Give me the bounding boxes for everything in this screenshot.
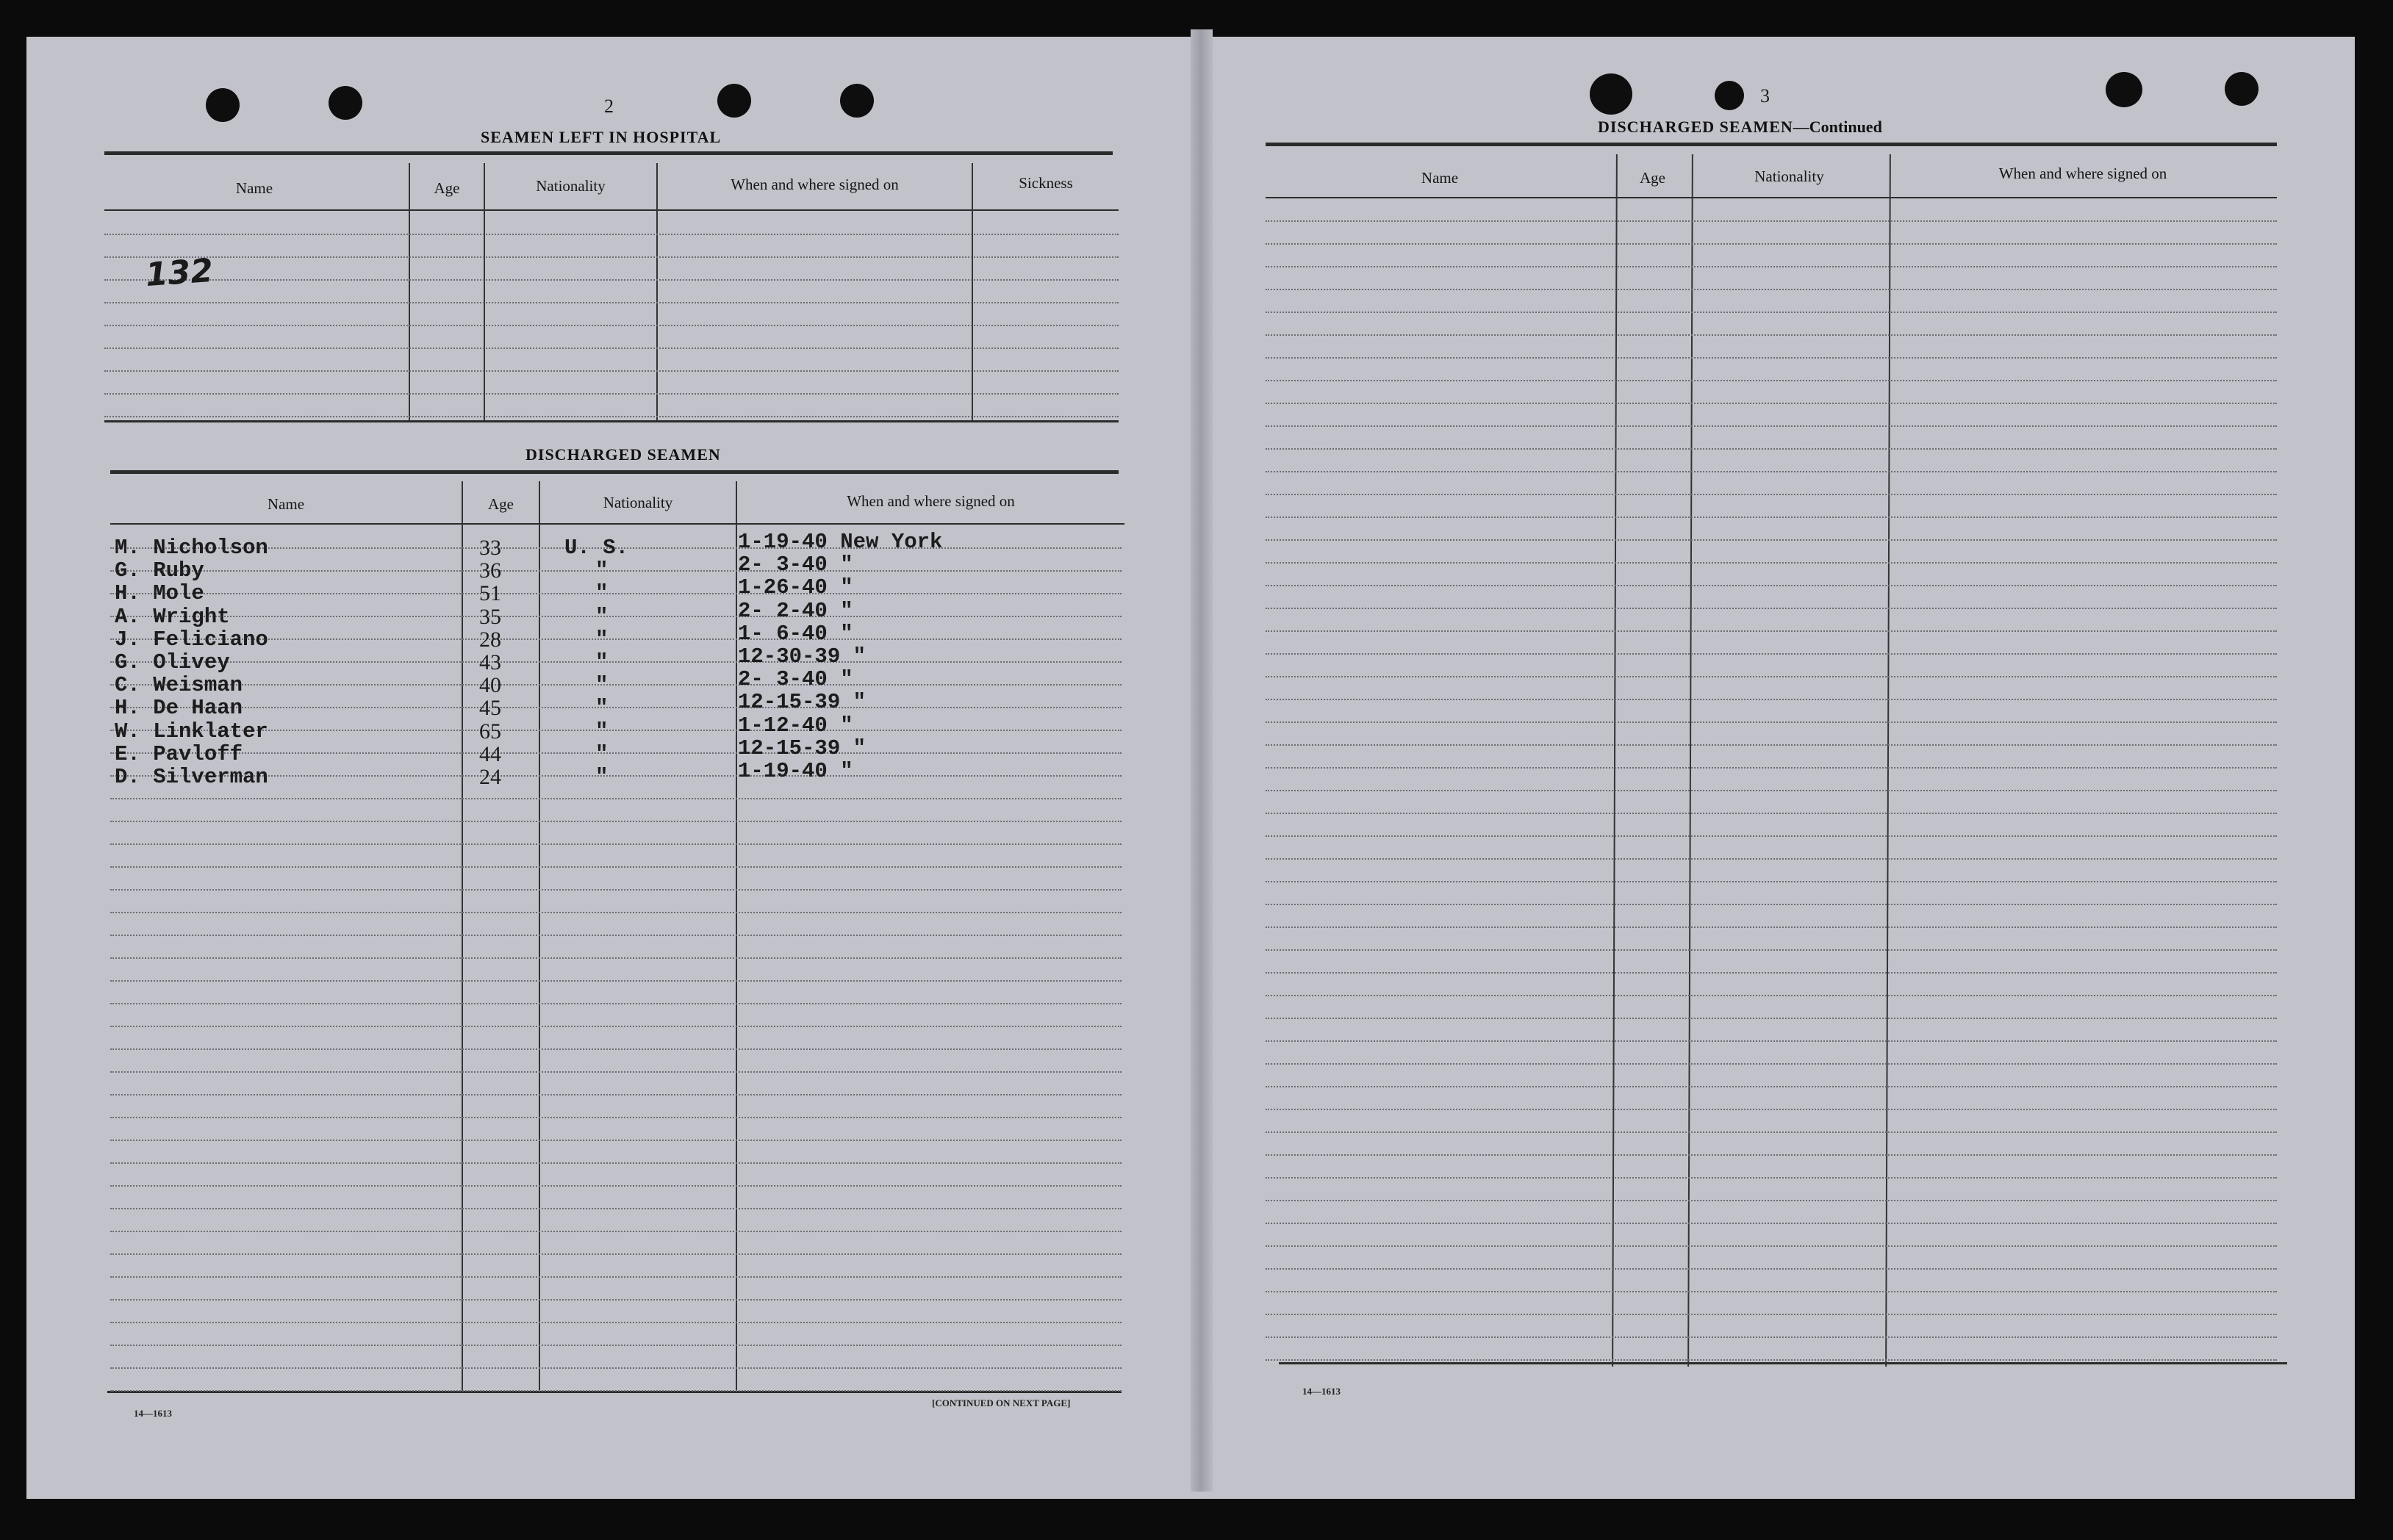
cell-nationality: " — [595, 742, 609, 766]
column-header-signed-on: When and where signed on — [731, 176, 899, 193]
column-header-age: Age — [434, 179, 460, 197]
ruled-line — [110, 1276, 1122, 1278]
ruled-line — [1266, 517, 2277, 518]
cell-signed-on: 1- 6-40 " — [738, 622, 853, 646]
ruled-line — [1266, 1063, 2277, 1065]
ruled-line — [1266, 1245, 2277, 1247]
cell-age: 24 — [479, 765, 501, 789]
ruled-line — [110, 661, 1122, 663]
ruled-line — [1266, 1131, 2277, 1133]
ruled-line — [1266, 357, 2277, 359]
cell-name: M. Nicholson — [115, 536, 268, 560]
ruled-line — [110, 1048, 1122, 1050]
cell-nationality: " — [595, 696, 609, 720]
column-header-signed-on: When and where signed on — [1998, 165, 2167, 182]
ruled-line — [110, 1208, 1122, 1209]
cell-age: 33 — [479, 536, 501, 560]
ruled-line — [1266, 1177, 2277, 1179]
cell-signed-on: 2- 2-40 " — [738, 599, 853, 623]
cell-age: 44 — [479, 742, 501, 766]
ruled-line — [1266, 243, 2277, 245]
continued-note: [CONTINUED ON NEXT PAGE] — [932, 1397, 1071, 1408]
ruled-line — [110, 1140, 1122, 1141]
cell-signed-on: 1-19-40 " — [738, 759, 853, 783]
ruled-line — [1266, 722, 2277, 723]
ruled-line — [1266, 835, 2277, 837]
cell-nationality: " — [595, 650, 609, 674]
ruled-line — [104, 256, 1119, 258]
punch-hole — [206, 88, 240, 122]
column-header-name: Name — [235, 179, 273, 197]
page-fold — [1191, 29, 1213, 1492]
ruled-line — [110, 684, 1122, 686]
cell-signed-on: 2- 3-40 " — [738, 667, 853, 691]
ruled-line — [104, 234, 1119, 235]
ruled-line — [110, 1322, 1122, 1323]
ruled-line — [104, 393, 1119, 395]
ruled-line — [1266, 562, 2277, 564]
cell-age: 51 — [479, 581, 501, 605]
ruled-line — [1266, 1086, 2277, 1087]
cell-signed-on: 1-12-40 " — [738, 713, 853, 738]
cell-nationality: " — [595, 673, 609, 697]
ruled-line — [110, 1026, 1122, 1027]
ruled-line — [1266, 904, 2277, 905]
ruled-line — [110, 1231, 1122, 1232]
cell-age: 65 — [479, 719, 501, 744]
ruled-line — [1266, 949, 2277, 951]
ruled-line — [1266, 813, 2277, 814]
ruled-line — [110, 1117, 1122, 1118]
right-header-rule — [1266, 197, 2277, 198]
cell-signed-on: 1-19-40 New York — [738, 530, 943, 554]
ruled-line — [104, 279, 1119, 281]
column-header-age: Age — [1640, 169, 1665, 187]
discharged-section-title: DISCHARGED SEAMEN — [525, 445, 721, 464]
cell-nationality: " — [595, 581, 609, 605]
ruled-line — [1266, 585, 2277, 586]
hospital-col-divider — [484, 163, 485, 420]
ruled-line — [110, 798, 1122, 799]
cell-age: 45 — [479, 696, 501, 720]
handwritten-number: 132 — [144, 251, 215, 295]
form-number: 14—1613 — [1302, 1386, 1341, 1397]
column-header-nationality: Nationality — [536, 177, 606, 195]
ruled-line — [110, 1390, 1122, 1392]
cell-name: G. Ruby — [115, 558, 204, 583]
cell-age: 43 — [479, 650, 501, 674]
ruled-line — [1266, 744, 2277, 746]
ruled-line — [110, 957, 1122, 959]
hospital-header-rule — [104, 209, 1119, 211]
column-header-name: Name — [267, 495, 305, 513]
ruled-line — [1266, 1018, 2277, 1019]
ruled-line — [1266, 539, 2277, 541]
ruled-line — [1266, 220, 2277, 222]
ruled-line — [1266, 1359, 2277, 1361]
ruled-line — [1266, 676, 2277, 677]
ruled-line — [110, 980, 1122, 982]
ruled-line — [1266, 312, 2277, 313]
ruled-line — [110, 1299, 1122, 1300]
right-bottom-rule — [1279, 1362, 2287, 1364]
ruled-line — [1266, 653, 2277, 655]
ruled-line — [1266, 1223, 2277, 1224]
ruled-line — [104, 348, 1119, 349]
hospital-col-divider — [972, 163, 973, 420]
ruled-line — [110, 843, 1122, 845]
cell-name: D. Silverman — [115, 765, 268, 789]
ruled-line — [1266, 995, 2277, 996]
ruled-line — [110, 570, 1122, 572]
ruled-line — [1266, 380, 2277, 381]
title-suffix: —Continued — [1793, 118, 1882, 136]
ruled-line — [1266, 403, 2277, 404]
ruled-line — [1266, 630, 2277, 632]
form-number: 14—1613 — [134, 1408, 172, 1419]
ruled-line — [1266, 767, 2277, 769]
column-header-nationality: Nationality — [1754, 168, 1824, 185]
cell-signed-on: 1-26-40 " — [738, 575, 853, 600]
cell-name: H. De Haan — [115, 696, 243, 720]
cell-signed-on: 12-15-39 " — [738, 690, 867, 714]
ruled-line — [1266, 972, 2277, 974]
ruled-line — [1266, 608, 2277, 609]
cell-nationality: " — [595, 765, 609, 789]
cell-name: C. Weisman — [115, 673, 243, 697]
ruled-line — [1266, 425, 2277, 427]
cell-nationality: " — [595, 558, 609, 583]
punch-hole — [329, 86, 362, 120]
ruled-line — [110, 912, 1122, 913]
ruled-line — [1266, 1314, 2277, 1315]
ruled-line — [1266, 494, 2277, 495]
cell-name: A. Wright — [115, 605, 230, 629]
right-top-rule — [1266, 143, 2277, 146]
cell-signed-on: 12-30-39 " — [738, 644, 867, 669]
ruled-line — [110, 1185, 1122, 1187]
punch-hole — [1590, 73, 1632, 115]
ruled-line — [1266, 1154, 2277, 1156]
cell-age: 35 — [479, 605, 501, 629]
punch-hole — [840, 84, 874, 118]
ruled-line — [110, 1094, 1122, 1095]
ruled-line — [110, 1253, 1122, 1255]
ruled-line — [110, 821, 1122, 822]
ruled-line — [110, 1003, 1122, 1004]
discharged-top-rule — [110, 470, 1119, 474]
column-header-age: Age — [488, 495, 514, 513]
cell-nationality: " — [595, 719, 609, 744]
ruled-line — [110, 752, 1122, 754]
ruled-line — [110, 593, 1122, 594]
ruled-line — [1266, 448, 2277, 450]
cell-age: 28 — [479, 627, 501, 652]
hospital-bottom-rule — [104, 420, 1119, 422]
ruled-line — [1266, 1040, 2277, 1042]
ruled-line — [110, 1071, 1122, 1073]
discharged-continued-title — [1598, 118, 1882, 137]
ruled-line — [104, 370, 1119, 372]
hospital-col-divider — [409, 163, 410, 420]
ruled-line — [1266, 471, 2277, 472]
hospital-section-title: SEAMEN LEFT IN HOSPITAL — [481, 128, 722, 146]
ruled-line — [1266, 1109, 2277, 1110]
ruled-line — [1266, 1291, 2277, 1292]
punch-hole — [2225, 72, 2259, 106]
cell-age: 40 — [479, 673, 501, 697]
punch-hole — [1715, 81, 1744, 110]
cell-signed-on: 12-15-39 " — [738, 736, 867, 760]
cell-age: 36 — [479, 558, 501, 583]
ruled-line — [1266, 289, 2277, 290]
ruled-line — [110, 1162, 1122, 1164]
ruled-line — [110, 866, 1122, 868]
ruled-line — [1266, 926, 2277, 928]
ruled-line — [110, 707, 1122, 708]
ruled-line — [104, 416, 1119, 417]
ruled-line — [1266, 881, 2277, 882]
ruled-line — [110, 889, 1122, 890]
ruled-line — [1266, 1336, 2277, 1338]
ruled-line — [110, 1367, 1122, 1369]
cell-nationality: " — [595, 627, 609, 652]
cell-name: J. Feliciano — [115, 627, 268, 652]
title-main: DISCHARGED SEAMEN — [1598, 118, 1793, 136]
discharged-header-rule — [110, 523, 1124, 525]
ruled-line — [1266, 1268, 2277, 1270]
ruled-line — [1266, 858, 2277, 860]
ruled-line — [1266, 1200, 2277, 1201]
cell-name: H. Mole — [115, 581, 204, 605]
cell-name: G. Olivey — [115, 650, 230, 674]
hospital-col-divider — [656, 163, 658, 420]
ruled-line — [104, 325, 1119, 326]
cell-name: W. Linklater — [115, 719, 268, 744]
punch-hole — [717, 84, 751, 118]
column-header-name: Name — [1421, 169, 1459, 187]
ruled-line — [104, 302, 1119, 303]
ruled-line — [1266, 266, 2277, 267]
column-header-nationality: Nationality — [603, 494, 673, 511]
page-number: 3 — [1760, 85, 1770, 107]
hospital-top-rule — [104, 151, 1113, 155]
column-header-signed-on: When and where signed on — [847, 492, 1015, 510]
cell-nationality: " — [595, 605, 609, 629]
cell-signed-on: 2- 3-40 " — [738, 553, 853, 577]
cell-nationality: U. S. — [564, 536, 629, 560]
ruled-line — [1266, 790, 2277, 791]
column-header-sickness: Sickness — [1019, 174, 1073, 192]
ruled-line — [110, 616, 1122, 617]
ruled-line — [1266, 334, 2277, 336]
punch-hole — [2106, 72, 2142, 107]
ruled-line — [110, 1345, 1122, 1346]
page-number: 2 — [604, 96, 614, 117]
ruled-line — [110, 935, 1122, 936]
ruled-line — [1266, 699, 2277, 700]
cell-name: E. Pavloff — [115, 742, 243, 766]
